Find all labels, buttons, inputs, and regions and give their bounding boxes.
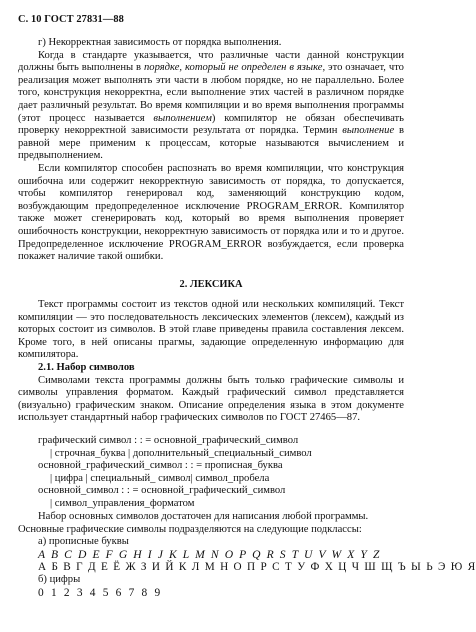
subsection-title: 2.1. Набор символов: [38, 361, 135, 373]
cyrillic-alphabet: А Б В Г Д Е Ё Ж З И Й К Л М Н О П Р С Т У Ф Х Ц Ч Ш Щ Ъ Ы Ь Э Ю Я: [38, 561, 476, 574]
paragraph-program-error: Если компилятор способен распознать во время компиляции, что конструкция ошибочна или содержит некорректную зависимость от порядка, то допускается, чтобы компилятор генерировал код, заменяющий конструкцию кодом, возбуждающим предопределенное исключение PROGRAM_ERROR. Компилятор также может сгенерировать код, который во время выполнения проверяет ошибочность конструкции, некорректную зависимость от порядка или и то и другое. Предопределенное исключение PROGRAM_ERROR возбуждается, если проверка покажет наличие такой ошибки.: [18, 162, 404, 263]
grammar-rules: [38, 435, 404, 511]
grammar-rule: | символ_управления_форматом: [50, 497, 195, 509]
item-a: а) прописные буквы: [38, 536, 129, 548]
page-header: С. 10 ГОСТ 27831—88: [18, 14, 124, 25]
execution-order-block: [18, 37, 404, 264]
grammar-rule: основной_символ : : = основной_графический_символ: [38, 485, 286, 497]
paragraph-basic-set: Набор основных символов достаточен для написания любой программы.: [38, 511, 369, 522]
item-b: б) цифры: [38, 573, 81, 585]
grammar-rule: | цифра | специальный_ символ| символ_пробела: [50, 472, 270, 484]
paragraph-character-set: Символами текста программы должны быть только графические символы и символы управления форматом. Каждый графический символ представляется (визуально) графическим знаком. Описание определения языка в этом документе использует стандартный набор графических символов по ГОСТ 27465—87.: [18, 374, 404, 424]
grammar-rule: основной_графический_символ : : = прописная_буква: [38, 460, 283, 472]
paragraph-subclasses: Основные графические символы подразделяются на следующие подклассы:: [18, 523, 362, 535]
paragraph-order: Когда в стандарте указывается, что различные части данной конструкции должны быть выполнены в порядке, который не определен в языке, это означает, что реализация может выполнять эти части в любом порядке, но не параллельно. Более того, конструкция некорректна, если выполнение этих частей в различном порядке дает различный результат. Во время компиляции и во время выполнения программы (этот процесс называется выполнением) компилятор не обязан обеспечивать проверку некорректной зависимости результата от порядка. Термин выполнение в равной мере применим к процессам, которые называются вычислением и предвыполнением.: [18, 49, 404, 162]
section-title: 2. ЛЕКСИКА: [179, 279, 243, 290]
section-lexics: [18, 279, 404, 292]
latin-alphabet: A B C D E F G H I J K L M N O P Q R S T U V W X Y Z: [38, 547, 382, 561]
item-g: г) Некорректная зависимость от порядка выполнения.: [38, 37, 282, 48]
section-lexics-body: [18, 299, 404, 425]
paragraph-lexics-intro: Текст программы состоит из текстов одной или нескольких компиляций. Текст компиляции — это последовательность лексических элементов (лексем), каждый из которых состоит из символов. В этой главе приведены правила составления лексем. Кроме того, в ней описаны прагмы, задающие определенную информацию для компилятора.: [18, 299, 404, 361]
character-classes: [18, 511, 476, 599]
grammar-rule: | строчная_буква | дополнительный_специальный_символ: [50, 447, 312, 459]
grammar-rule: графический символ : : = основной_графический_символ: [38, 435, 299, 446]
digits-list: 0 1 2 3 4 5 6 7 8 9: [38, 586, 163, 599]
